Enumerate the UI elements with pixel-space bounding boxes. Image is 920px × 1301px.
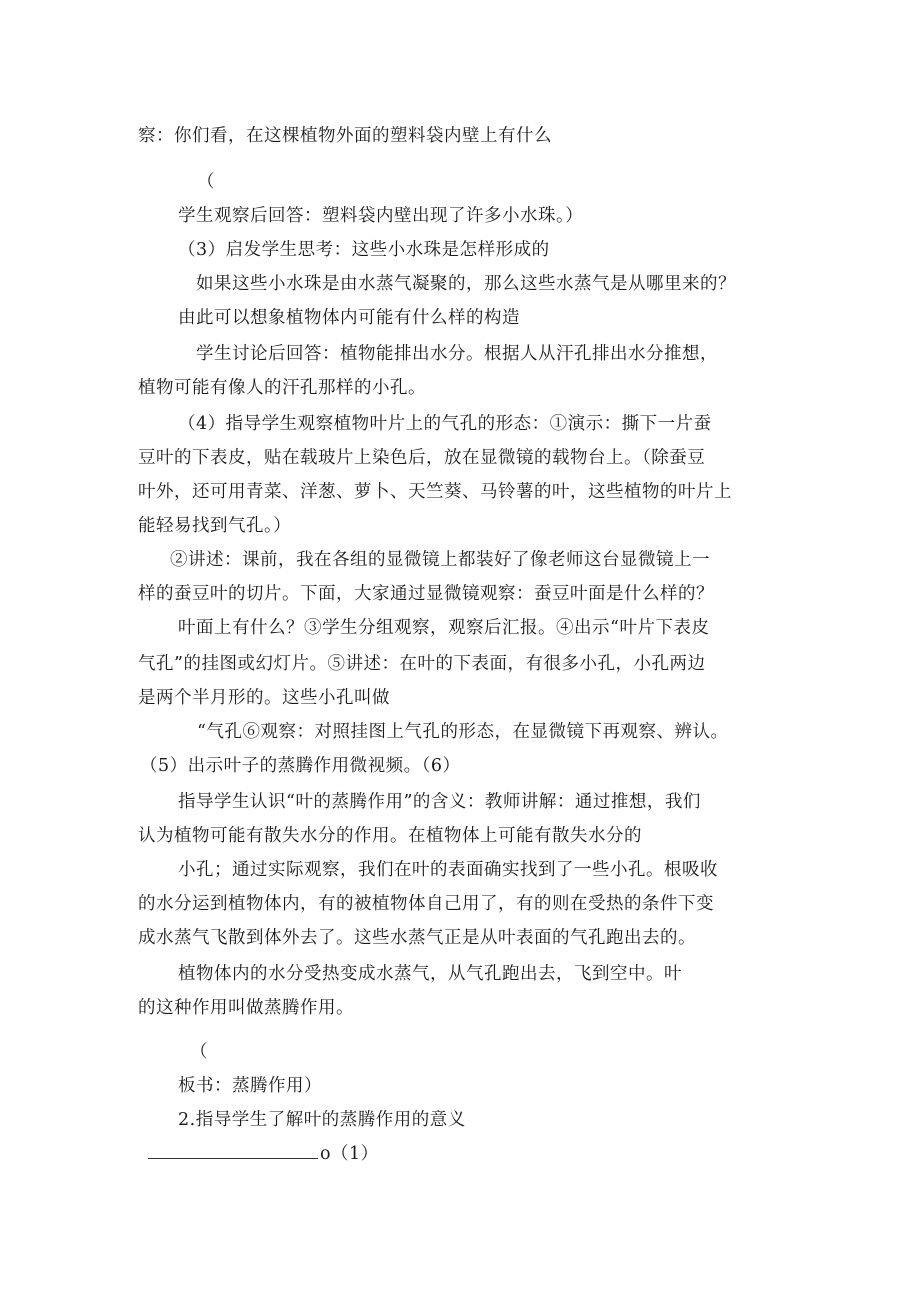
text-line: 是两个半月形的。这些小孔叫做 [138,688,390,708]
text-line: 样的蚕豆叶的切片。下面，大家通过显微镜观察：蚕豆叶面是什么样的？ [138,584,714,604]
text-line: 学生观察后回答：塑料袋内壁出现了许多小水珠。） [178,206,584,226]
text-line: 的水分运到植物体内，有的被植物体自己用了，有的则在受热的条件下变 [138,894,714,914]
text-line: 学生讨论后回答：植物能排出水分。根据人从汗孔排出水分推想， [196,344,718,364]
text-line: （5）出示叶子的蒸腾作用微视频。（6） [140,756,461,776]
text-line: 小孔；通过实际观察，我们在叶的表面确实找到了一些小孔。根吸收 [178,860,718,880]
text-line: 叶面上有什么？③学生分组观察，观察后汇报。④出示“叶片下表皮 [178,618,710,638]
text-line-tail: o（1） [320,1144,379,1164]
text-line: （ [197,172,215,192]
text-line: 察：你们看，在这棵植物外面的塑料袋内壁上有什么 [138,126,552,146]
text-line: 植物可能有像人的汗孔那样的小孔。 [138,378,426,398]
text-line: 认为植物可能有散失水分的作用。在植物体上可能有散失水分的 [138,826,642,846]
text-line: 的这种作用叫做蒸腾作用。 [138,998,354,1018]
text-line: 植物体内的水分受热变成水蒸气，从气孔跑出去，飞到空中。叶 [178,964,682,984]
text-line: 成水蒸气飞散到体外去了。这些水蒸气正是从叶表面的气孔跑出去的。 [138,928,696,948]
text-line: 如果这些小水珠是由水蒸气凝聚的，那么这些水蒸气是从哪里来的？ [196,274,736,294]
text-line: 叶外，还可用青菜、洋葱、萝卜、天竺葵、马铃薯的叶，这些植物的叶片上 [138,482,732,502]
text-line: 2.指导学生了解叶的蒸腾作用的意义 [178,1110,466,1130]
text-line: 指导学生认识“叶的蒸腾作用”的含义：教师讲解：通过推想，我们 [178,792,701,812]
text-line: 能轻易找到气孔。） [138,516,292,536]
blank-underline [148,1142,318,1159]
text-line: 由此可以想象植物体内可能有什么样的构造 [178,308,520,328]
text-line [148,1142,379,1166]
text-line: （3）启发学生思考：这些小水珠是怎样形成的 [178,240,550,260]
text-line: 豆叶的下表皮，贴在载玻片上染色后，放在显微镜的载物台上。（除蚕豆 [138,448,706,468]
text-line: 气孔”的挂图或幻灯片。⑤讲述：在叶的下表面，有很多小孔，小孔两边 [138,654,706,674]
text-line: （4）指导学生观察植物叶片上的气孔的形态：①演示：撕下一片蚕 [178,414,712,434]
text-line: ②讲述：课前，我在各组的显微镜上都装好了像老师这台显微镜上一 [170,550,710,570]
text-line: （ [190,1042,208,1062]
text-line: 板书：蒸腾作用） [178,1076,322,1096]
text-line: “气孔⑥观察：对照挂图上气孔的形态，在显微镜下再观察、辨认。 [197,722,729,742]
